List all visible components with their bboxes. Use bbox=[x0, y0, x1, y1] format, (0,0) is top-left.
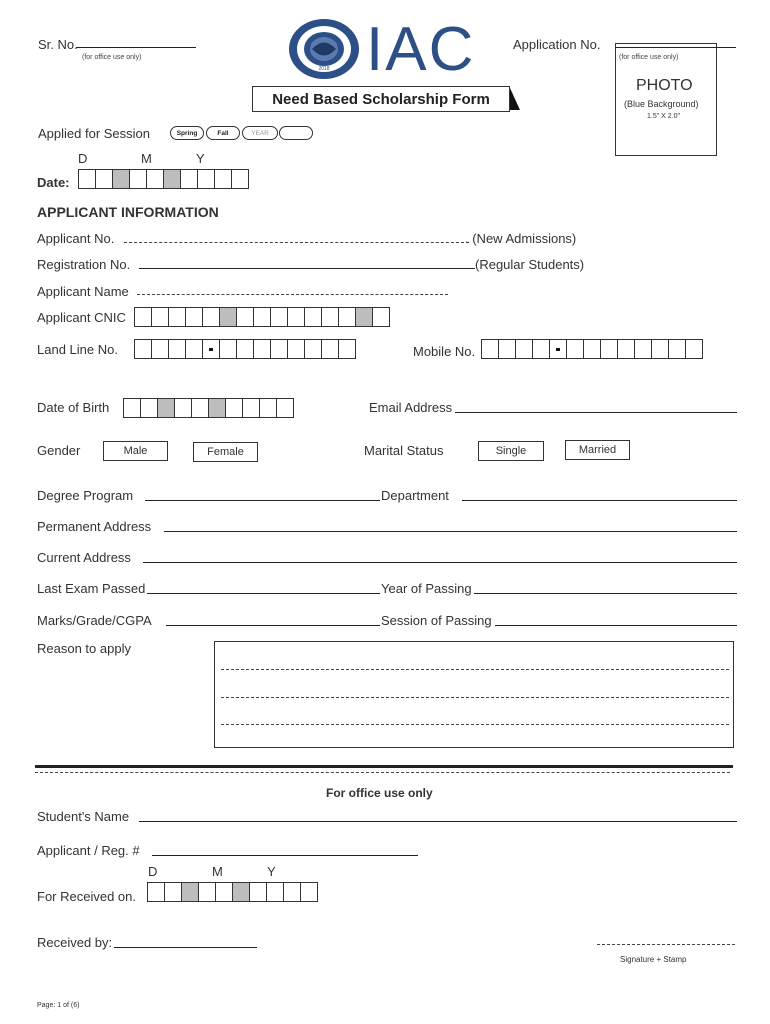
received-by-label: Received by: bbox=[37, 935, 113, 950]
office-date-d-header: D bbox=[148, 864, 158, 879]
applicant-name-label: Applicant Name bbox=[37, 284, 129, 299]
received-by-field[interactable] bbox=[114, 947, 257, 948]
students-name-label: Student's Name bbox=[37, 809, 130, 824]
reason-label: Reason to apply bbox=[37, 641, 131, 656]
date-label: Date: bbox=[37, 175, 70, 190]
session-of-passing-field[interactable] bbox=[495, 625, 737, 626]
applicant-reg-field[interactable] bbox=[152, 855, 418, 856]
new-admissions-note: . (New Admissions) bbox=[465, 231, 577, 246]
land-line-boxes[interactable] bbox=[135, 339, 356, 359]
gender-label: Gender bbox=[37, 443, 81, 458]
reason-line bbox=[221, 669, 729, 670]
applicant-cnic-label: Applicant CNIC bbox=[37, 310, 126, 325]
session-of-passing-label: Session of Passing bbox=[381, 613, 492, 628]
dob-label: Date of Birth bbox=[37, 400, 110, 415]
last-exam-label: Last Exam Passed bbox=[37, 581, 146, 596]
form-title: Need Based Scholarship Form bbox=[252, 86, 510, 112]
title-flag-icon bbox=[510, 88, 520, 110]
session-year-input[interactable] bbox=[279, 126, 313, 140]
applicant-no-label: Applicant No. bbox=[37, 231, 115, 246]
photo-office-note: (for office use only) bbox=[619, 54, 679, 61]
applicant-no-field[interactable] bbox=[124, 242, 469, 243]
application-no-label: Application No. bbox=[513, 37, 601, 52]
svg-text:2018: 2018 bbox=[318, 66, 330, 72]
year-of-passing-field[interactable] bbox=[474, 593, 737, 594]
marks-field[interactable] bbox=[166, 625, 380, 626]
students-name-field[interactable] bbox=[139, 821, 737, 822]
applicant-name-field[interactable] bbox=[137, 294, 448, 295]
email-field[interactable] bbox=[455, 412, 737, 413]
permanent-address-label: Permanent Address bbox=[37, 519, 152, 534]
photo-size-note: 1.5" X 2.0" bbox=[647, 113, 680, 120]
session-year-option[interactable]: YEAR bbox=[242, 126, 278, 140]
marital-single-option[interactable]: Single bbox=[478, 441, 544, 461]
reason-line bbox=[221, 697, 729, 698]
land-line-label: Land Line No. bbox=[37, 342, 118, 357]
regular-students-note: (Regular Students) bbox=[475, 257, 585, 272]
registration-no-label: Registration No. bbox=[37, 257, 131, 272]
email-label: Email Address bbox=[369, 400, 453, 415]
last-exam-field[interactable] bbox=[147, 593, 380, 594]
institute-seal-logo bbox=[287, 18, 361, 80]
sr-no-label: Sr. No. bbox=[38, 37, 78, 52]
current-address-field[interactable] bbox=[143, 562, 737, 563]
office-use-heading: For office use only bbox=[326, 786, 433, 800]
mobile-boxes[interactable] bbox=[482, 339, 703, 359]
received-on-label: For Received on. bbox=[37, 889, 136, 904]
iac-logo-text: IAC bbox=[366, 15, 476, 84]
degree-program-label: Degree Program bbox=[37, 488, 134, 503]
photo-label: PHOTO bbox=[636, 77, 693, 94]
dob-boxes[interactable] bbox=[124, 398, 294, 418]
marital-status-label: Marital Status bbox=[364, 443, 444, 458]
signature-line[interactable] bbox=[597, 944, 735, 945]
office-date-m-header: M bbox=[212, 864, 223, 879]
session-fall-option[interactable]: Fall bbox=[206, 126, 240, 140]
office-date-y-header: Y bbox=[267, 864, 276, 879]
received-on-boxes[interactable] bbox=[148, 882, 318, 902]
permanent-address-field[interactable] bbox=[164, 531, 737, 532]
gender-male-option[interactable]: Male bbox=[103, 441, 168, 461]
applicant-info-heading: APPLICANT INFORMATION bbox=[37, 204, 219, 220]
session-spring-option[interactable]: Spring bbox=[170, 126, 204, 140]
date-y-header: Y bbox=[196, 151, 205, 166]
degree-program-field[interactable] bbox=[145, 500, 380, 501]
date-m-header: M bbox=[141, 151, 152, 166]
department-label: Department bbox=[381, 488, 449, 503]
registration-no-field[interactable] bbox=[139, 268, 475, 269]
department-field[interactable] bbox=[462, 500, 737, 501]
reason-textarea[interactable] bbox=[214, 641, 734, 748]
date-d-header: D bbox=[78, 151, 88, 166]
sr-no-field[interactable] bbox=[76, 47, 196, 48]
marital-married-option[interactable]: Married bbox=[565, 440, 630, 460]
session-label: Applied for Session bbox=[38, 126, 151, 141]
page-number: Page: 1 of (6) bbox=[37, 1002, 80, 1009]
applicant-reg-label: Applicant / Reg. # bbox=[37, 843, 140, 858]
cnic-boxes[interactable] bbox=[135, 307, 390, 327]
gender-female-option[interactable]: Female bbox=[193, 442, 258, 462]
photo-background-note: (Blue Background) bbox=[624, 99, 699, 109]
sr-no-office-note: (for office use only) bbox=[82, 54, 142, 61]
mobile-label: Mobile No. bbox=[413, 344, 476, 359]
office-separator-dashed bbox=[35, 772, 730, 773]
marks-label: Marks/Grade/CGPA bbox=[37, 613, 152, 628]
office-separator bbox=[35, 765, 733, 768]
current-address-label: Current Address bbox=[37, 550, 131, 565]
reason-line bbox=[221, 724, 729, 725]
year-of-passing-label: Year of Passing bbox=[381, 581, 472, 596]
signature-stamp-label: Signature + Stamp bbox=[620, 955, 687, 964]
date-boxes[interactable] bbox=[79, 169, 249, 189]
